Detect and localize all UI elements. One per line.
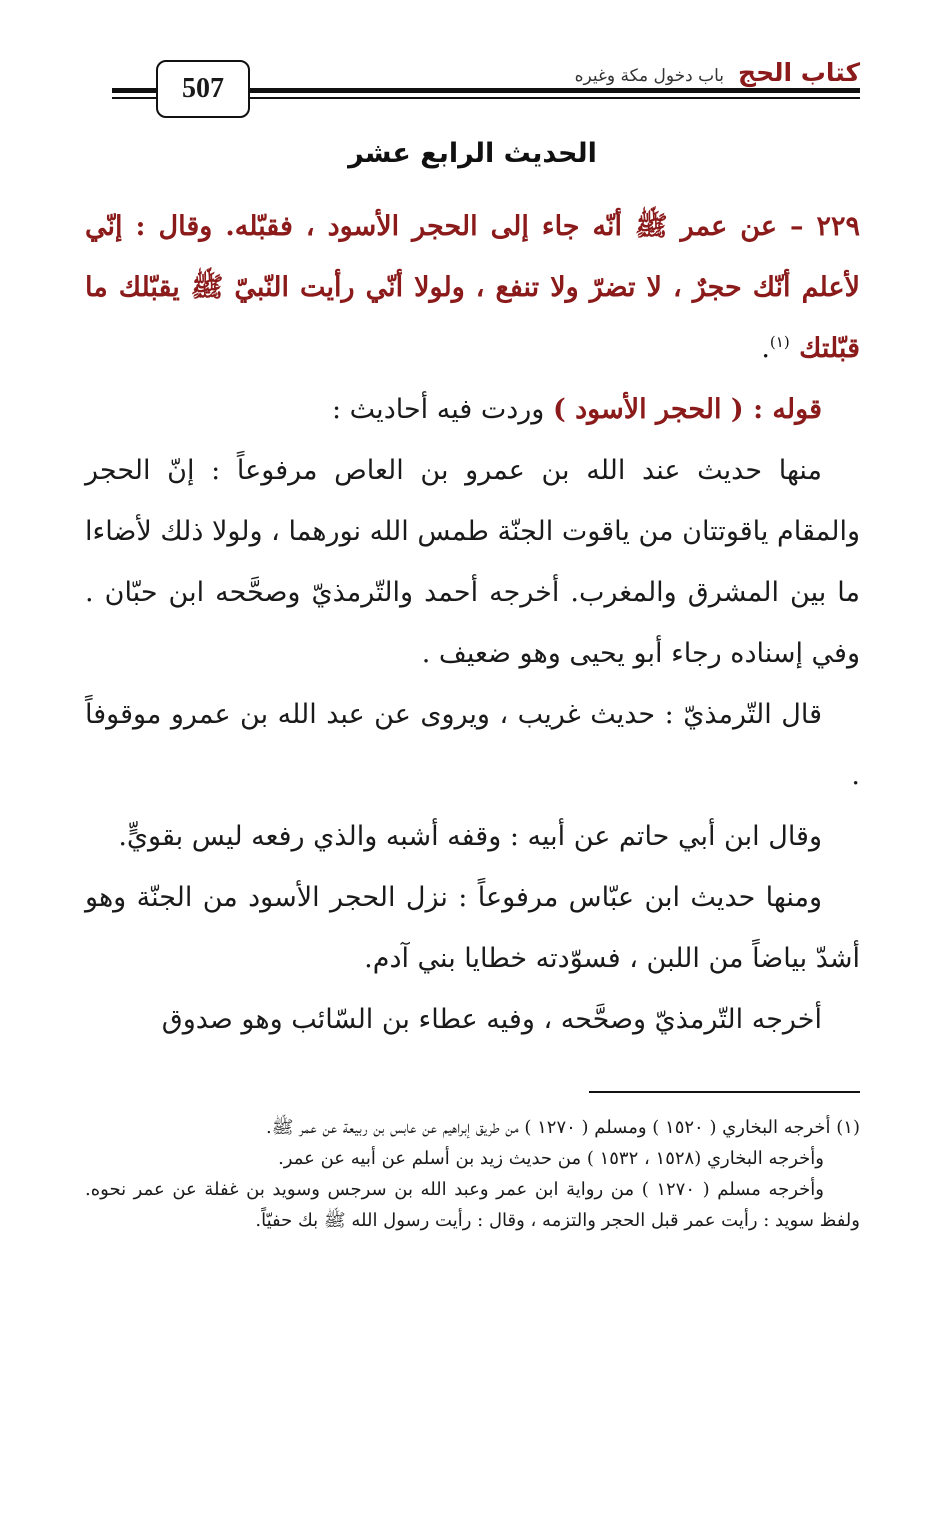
hadith-body: ٢٢٩ – عن عمر ﷺ أنّه جاء إلى الحجر الأسود ، فقبّله. وقال : إنّي لأعلم أنّك حجرٌ ، لا تضرّ ولا تنفع ، ولولا أنّي رأيت النّبيّ ﷺ يقبّلك ما قبّلتك — [85, 211, 860, 364]
paragraph-4-text: وقال ابن أبي حاتم عن أبيه : وقفه أشبه والذي رفعه ليس بقويٍّ. — [118, 821, 822, 852]
paragraph-6-text: أخرجه التّرمذيّ وصحَّحه ، وفيه عطاء بن السّائب وهو صدوق — [161, 1004, 822, 1035]
chapter-title: باب دخول مكة وغيره — [574, 66, 725, 86]
hadith-end: . — [761, 333, 770, 364]
paragraph-2 — [85, 440, 860, 684]
paragraph-5-text: ومنها حديث ابن عبّاس مرفوعاً : نزل الحجر الأسود من الجنّة وهو أشدّ بياضاً من اللبن ، فسوّدته خطايا بني آدم. — [85, 882, 860, 974]
page-header — [112, 50, 860, 120]
footnotes — [85, 1112, 860, 1236]
footnote-1: (١) أخرجه البخاري ( ١٥٢٠ ) ومسلم ( ١٢٧٠ ) من طريق إبراهيم عن عابس بن ربيعة عن عمر ﷺ. — [265, 1117, 860, 1138]
paragraph-2-text: منها حديث عند الله بن عمرو بن العاص مرفوعاً : إنّ الحجر والمقام ياقوتتان من ياقوت الجنّة طمس الله نورهما ، ولولا ذلك لأضاءا ما بين المشرق والمغرب. أخرجه أحمد والتّرمذيّ وصحَّحه ابن حبّان . وفي إسناده رجاء أبو يحيى وهو ضعيف . — [85, 455, 860, 669]
footnote-1-line-2: وأخرجه البخاري (١٥٢٨ ، ١٥٣٢ ) من حديث زيد بن أسلم عن أبيه عن عمر. — [278, 1148, 824, 1169]
paragraph-3-text: قال التّرمذيّ : حديث غريب ، ويروى عن عبد الله بن عمرو موقوفاً . — [85, 699, 860, 791]
paragraph-6 — [85, 989, 860, 1050]
header-title-row — [575, 58, 860, 87]
footnote-1-line-3: وأخرجه مسلم ( ١٢٧٠ ) من رواية ابن عمر وعبد الله بن سرجس وسويد بن غفلة عن عمر نحوه. ولفظ سويد : رأيت عمر قبل الحجر والتزمه ، وقال : رأيت رسول الله ﷺ بك حفيّاً. — [85, 1179, 860, 1231]
footnote-1-continued-a — [85, 1143, 860, 1174]
commentary-intro-text: وردت فيه أحاديث : — [331, 394, 553, 425]
paragraph-4 — [85, 806, 860, 867]
header-rule-thick — [247, 88, 860, 93]
commentary-label: قوله : ( الحجر الأسود ) — [552, 394, 822, 425]
paragraph-5 — [85, 867, 860, 989]
book-title: كتاب الحج — [738, 58, 860, 87]
footnote-separator — [589, 1091, 860, 1093]
main-text — [85, 196, 860, 1050]
page-number: 507 — [156, 60, 250, 118]
header-rule-left-thick — [112, 88, 156, 93]
section-heading: الحديث الرابع عشر — [348, 138, 597, 169]
header-rule-left-thin — [112, 97, 156, 99]
hadith-text — [85, 196, 860, 379]
header-rule-thin — [247, 97, 860, 99]
paragraph-commentary-intro — [85, 379, 860, 440]
footnote-1-continued-b — [85, 1174, 860, 1236]
footnote-reference: (١) — [769, 333, 790, 351]
paragraph-3 — [85, 684, 860, 806]
